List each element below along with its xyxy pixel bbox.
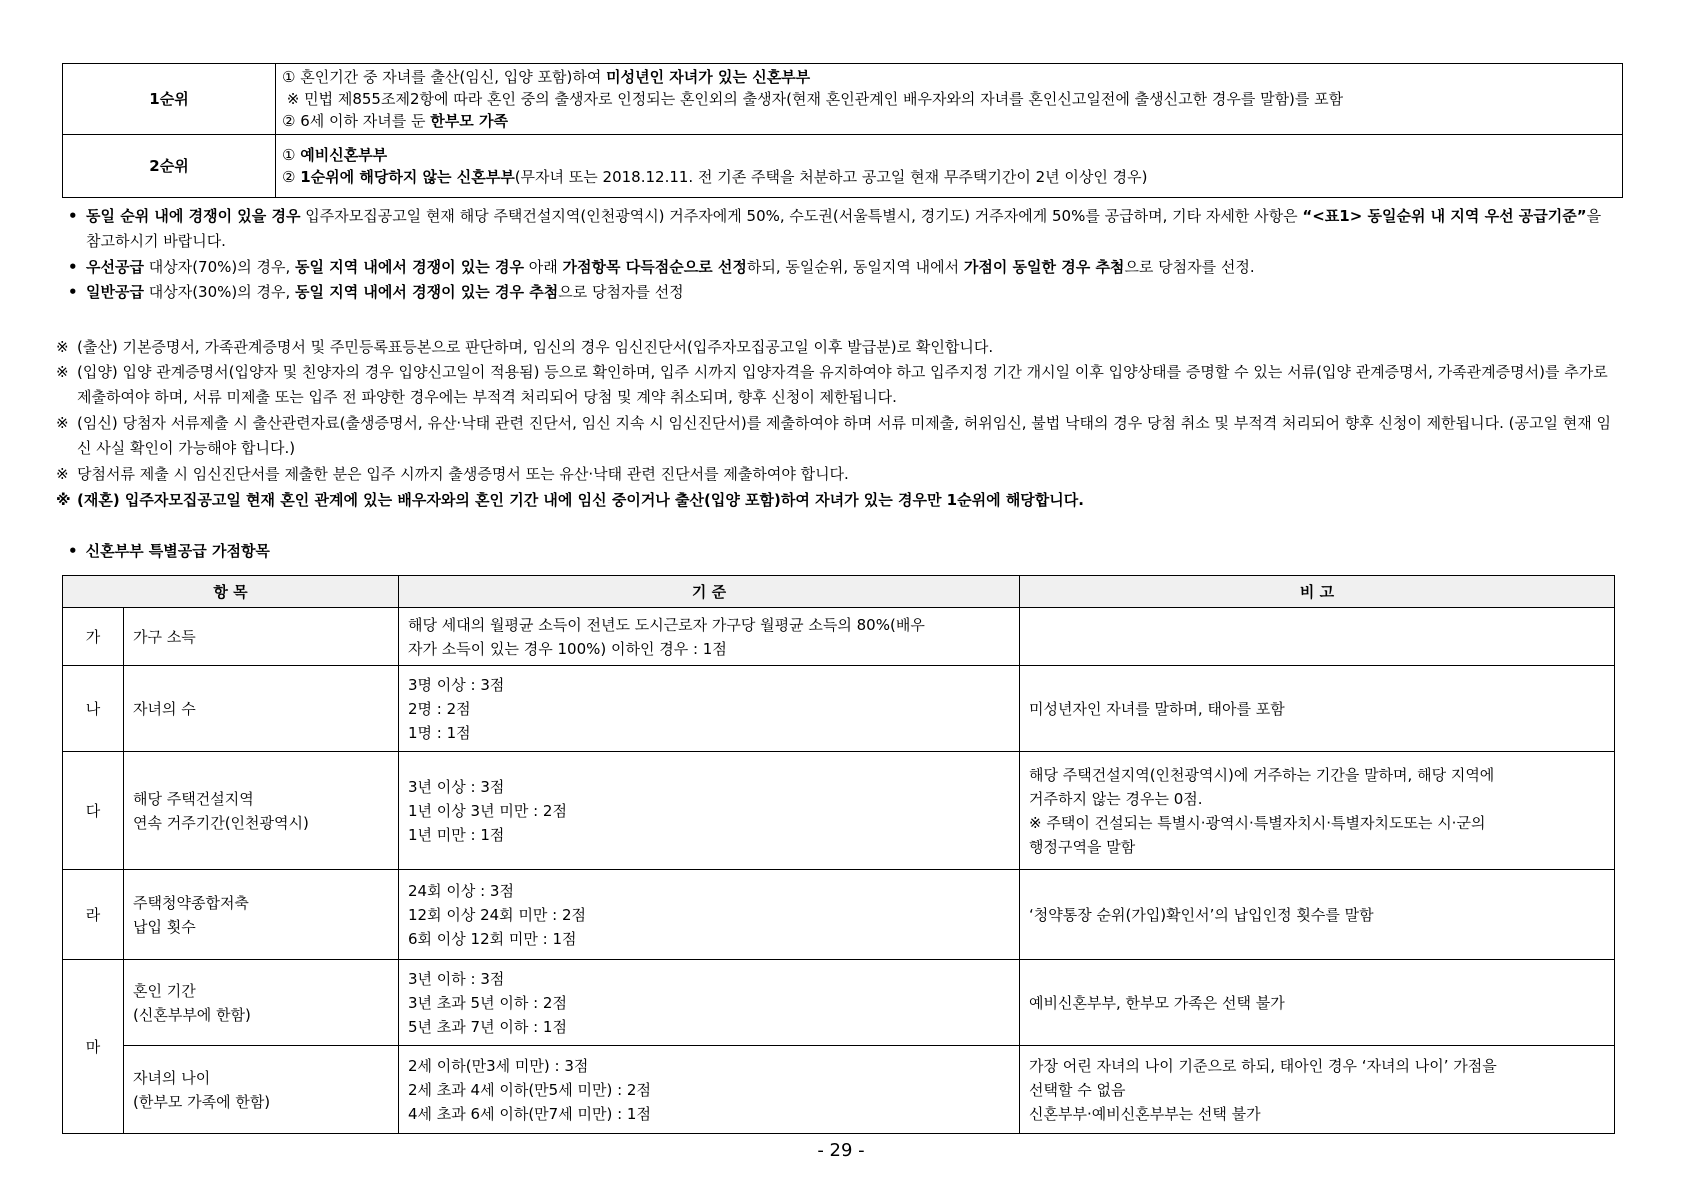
points-item-line: 해당 주택건설지역 — [133, 789, 254, 808]
rank-description-line — [282, 66, 1616, 88]
points-criteria — [399, 1046, 1020, 1134]
points-row — [63, 608, 1615, 666]
points-criteria — [399, 870, 1020, 960]
points-item — [124, 666, 399, 752]
points-criteria-line: 3년 이하 : 3점 — [408, 969, 505, 988]
points-criteria — [399, 608, 1020, 666]
points-note — [1020, 666, 1615, 752]
rank-description — [276, 135, 1623, 198]
points-note-line: 거주하지 않는 경우는 0점. — [1029, 789, 1203, 808]
text-segment: 으로 당첨자를 선정. — [1124, 258, 1255, 276]
points-item-line: 주택청약종합저축 — [133, 893, 249, 912]
text-segment: (출산) 기본증명서, 가족관계증명서 및 주민등록표등본으로 판단하며, 임신의 경우 임신진단서(입주자모집공고일 이후 발급분)로 확인합니다. — [77, 338, 994, 356]
note-text — [56, 360, 1621, 410]
points-criteria-line: 3년 이상 : 3점 — [408, 777, 505, 796]
bullet-item — [68, 280, 1613, 305]
note-item — [56, 360, 1621, 410]
points-note — [1020, 870, 1615, 960]
points-note — [1020, 608, 1615, 666]
points-item-line: (신혼부부에 한함) — [133, 1005, 251, 1024]
text-segment: ② 6세 이하 자녀를 둔 — [282, 112, 431, 130]
points-note-line: 예비신혼부부, 한부모 가족은 선택 불가 — [1029, 993, 1285, 1012]
note-text — [56, 488, 1621, 513]
points-note-line: 해당 주택건설지역(인천광역시)에 거주하는 기간을 말하며, 해당 지역에 — [1029, 765, 1495, 784]
note-mark: ※ — [56, 491, 71, 509]
text-segment: ① 혼인기간 중 자녀를 출산(임신, 입양 포함)하여 — [282, 68, 607, 86]
bullet-text — [68, 255, 1613, 280]
section-heading-text: 신혼부부 특별공급 가점항목 — [85, 542, 270, 560]
bold-text: 가점이 동일한 경우 추첨 — [963, 258, 1125, 276]
bullet-mark: • — [68, 283, 78, 301]
rank-description — [276, 64, 1623, 135]
points-table — [62, 575, 1615, 1134]
points-criteria — [399, 666, 1020, 752]
points-criteria-line: 2명 : 2점 — [408, 699, 471, 718]
bold-text: 가점항목 다득점순으로 선정 — [562, 258, 747, 276]
bold-text: 동일 지역 내에서 경쟁이 있는 경우 추첨 — [295, 283, 559, 301]
text-segment: (입양) 입양 관계증명서(입양자 및 친양자의 경우 입양신고일이 적용됨) 등으로 확인하며, 입주 시까지 입양자격을 유지하여야 하고 입주지정 기간 개시일 이후 입양상태를 증명할 수 있는 서류(입양 관계증명서, 가족관계증명서)를 추가로 제출하여야 하며, 서류 미제출 또는 입주 전 파양한 경우에는 부적격 처리되어 당첨 및 계약 취소되며, 향후 신청이 제한됩니다. — [77, 363, 1608, 406]
points-criteria — [399, 960, 1020, 1046]
points-criteria-line: 해당 세대의 월평균 소득이 전년도 도시근로자 가구당 월평균 소득의 80%(배우 — [408, 615, 925, 634]
rank-row — [63, 135, 1623, 198]
section-heading — [68, 540, 270, 561]
points-criteria-line: 4세 초과 6세 이하(만7세 미만) : 1점 — [408, 1104, 651, 1123]
note-mark: ※ — [56, 414, 69, 432]
points-note-line: ※ 주택이 건설되는 특별시·광역시·특별자치시·특별자치도또는 시·군의 — [1029, 813, 1486, 832]
points-item-line: 자녀의 수 — [133, 699, 196, 718]
header-criteria: 기 준 — [399, 576, 1020, 608]
points-row — [63, 666, 1615, 752]
note-text — [56, 411, 1621, 461]
points-criteria-line: 12회 이상 24회 미만 : 2점 — [408, 905, 587, 924]
points-row — [63, 752, 1615, 870]
points-item — [124, 752, 399, 870]
rank-description-line — [282, 144, 1616, 166]
text-segment: 을 참고하시기 바랍니다. — [86, 207, 1602, 250]
points-item-line: 가구 소득 — [133, 627, 196, 646]
points-criteria — [399, 752, 1020, 870]
points-item-line: 자녀의 나이 — [133, 1068, 211, 1087]
points-criteria-line: 6회 이상 12회 미만 : 1점 — [408, 929, 577, 948]
points-code: 다 — [63, 752, 124, 870]
header-item: 항 목 — [63, 576, 399, 608]
header-note: 비 고 — [1020, 576, 1615, 608]
points-item — [124, 608, 399, 666]
points-note-line: 행정구역을 말함 — [1029, 837, 1136, 856]
bold-text: 1순위에 해당하지 않는 신혼부부 — [300, 168, 515, 186]
points-table-header-row — [63, 576, 1615, 608]
points-code: 라 — [63, 870, 124, 960]
bold-text: 동일 순위 내에 경쟁이 있을 경우 — [86, 207, 301, 225]
rank-description-line — [282, 110, 1616, 132]
points-criteria-line: 2세 초과 4세 이하(만5세 미만) : 2점 — [408, 1080, 651, 1099]
points-note — [1020, 752, 1615, 870]
bullet-item — [68, 204, 1613, 254]
bold-text: 동일 지역 내에서 경쟁이 있는 경우 — [295, 258, 525, 276]
page-number: - 29 - — [817, 1140, 865, 1161]
rank-row — [63, 64, 1623, 135]
points-code: 나 — [63, 666, 124, 752]
text-segment: 하되, 동일순위, 동일지역 내에서 — [746, 258, 964, 276]
points-row — [63, 870, 1615, 960]
points-code: 마 — [63, 960, 124, 1134]
points-note-line: 미성년자인 자녀를 말하며, 태아를 포함 — [1029, 699, 1285, 718]
points-criteria-line: 2세 이하(만3세 미만) : 3점 — [408, 1056, 589, 1075]
note-mark: ※ — [56, 338, 69, 356]
points-criteria-line: 5년 초과 7년 이하 : 1점 — [408, 1017, 567, 1036]
text-segment: (임신) 당첨자 서류제출 시 출산관련자료(출생증명서, 유산·낙태 관련 진단서, 임신 지속 시 임신진단서)를 제출하여야 하며 서류 미제출, 허위임신, 불법 낙태의 경우 당첨 취소 및 부적격 처리되어 향후 신청이 제한됩니다. (공고일 현재 임신 사실 확인이 가능해야 합니다.) — [77, 414, 1612, 457]
points-row — [63, 1046, 1615, 1134]
bold-text: 한부모 가족 — [430, 112, 508, 130]
points-note-line: 신혼부부·예비신혼부부는 선택 불가 — [1029, 1104, 1261, 1123]
note-mark: ※ — [56, 363, 69, 381]
points-item-line: 혼인 기간 — [133, 981, 196, 1000]
text-segment: 대상자(30%)의 경우, — [143, 283, 296, 301]
rank-description-line — [282, 166, 1616, 188]
text-segment: 당첨서류 제출 시 임신진단서를 제출한 분은 입주 시까지 출생증명서 또는 유산·낙태 관련 진단서를 제출하여야 합니다. — [77, 465, 849, 483]
text-segment: 대상자(70%)의 경우, — [143, 258, 296, 276]
text-segment: 입주자모집공고일 현재 해당 주택건설지역(인천광역시) 거주자에게 50%, 수도권(서울특별시, 경기도) 거주자에게 50%를 공급하며, 기타 자세한 사항은 — [300, 207, 1303, 225]
text-segment: ① — [282, 146, 301, 164]
points-note-line: ‘청약통장 순위(가입)확인서’의 납입인정 횟수를 말함 — [1029, 905, 1374, 924]
text-segment: (재혼) 입주자모집공고일 현재 혼인 관계에 있는 배우자와의 혼인 기간 내에 임신 중이거나 출산(입양 포함)하여 자녀가 있는 경우만 1순위에 해당합니다. — [77, 491, 1084, 509]
text-segment: 아래 — [524, 258, 563, 276]
points-note — [1020, 1046, 1615, 1134]
bullet-item — [68, 255, 1613, 280]
text-segment: 으로 당첨자를 선정 — [558, 283, 684, 301]
points-criteria-line: 1명 : 1점 — [408, 723, 471, 742]
bold-text: 우선공급 — [86, 258, 144, 276]
points-criteria-line: 자가 소득이 있는 경우 100%) 이하인 경우 : 1점 — [408, 639, 727, 658]
points-item-line: 연속 거주기간(인천광역시) — [133, 813, 309, 832]
bullet-text — [68, 280, 1613, 305]
points-criteria-line: 1년 이상 3년 미만 : 2점 — [408, 801, 567, 820]
points-criteria-line: 3명 이상 : 3점 — [408, 675, 505, 694]
bold-text: 예비신혼부부 — [300, 146, 388, 164]
points-criteria-line: 24회 이상 : 3점 — [408, 881, 514, 900]
points-item-line: (한부모 가족에 한함) — [133, 1092, 271, 1111]
bold-text: “<표1> 동일순위 내 지역 우선 공급기준” — [1302, 207, 1587, 225]
points-item — [124, 1046, 399, 1134]
note-text — [56, 335, 1621, 360]
bold-text: 미성년인 자녀가 있는 신혼부부 — [606, 68, 811, 86]
points-criteria-line: 1년 미만 : 1점 — [408, 825, 505, 844]
note-mark: ※ — [56, 465, 69, 483]
points-code: 가 — [63, 608, 124, 666]
points-item — [124, 870, 399, 960]
points-criteria-line: 3년 초과 5년 이하 : 2점 — [408, 993, 567, 1012]
points-note-line: 가장 어린 자녀의 나이 기준으로 하되, 태아인 경우 ‘자녀의 나이’ 가점을 — [1029, 1056, 1497, 1075]
points-note — [1020, 960, 1615, 1046]
rank-label: 1순위 — [63, 64, 276, 135]
bullet-mark: • — [68, 542, 78, 560]
text-segment: (무자녀 또는 2018.12.11. 전 기존 주택을 처분하고 공고일 현재 무주택기간이 2년 이상인 경우) — [514, 168, 1148, 186]
bullet-text — [68, 204, 1613, 254]
points-item — [124, 960, 399, 1046]
points-row — [63, 960, 1615, 1046]
rank-table — [62, 63, 1623, 198]
note-item — [56, 488, 1621, 513]
points-item-line: 납입 횟수 — [133, 917, 196, 936]
bold-text: 일반공급 — [86, 283, 144, 301]
rank-label: 2순위 — [63, 135, 276, 198]
note-item — [56, 411, 1621, 461]
rank-description-line — [282, 88, 1616, 110]
points-note-line: 선택할 수 없음 — [1029, 1080, 1126, 1099]
note-text — [56, 462, 1621, 487]
text-segment: ※ 민법 제855조제2항에 따라 혼인 중의 출생자로 인정되는 혼인외의 출생자(현재 혼인관계인 배우자와의 자녀를 혼인신고일전에 출생신고한 경우를 말함)를 포함 — [282, 90, 1344, 108]
note-item — [56, 335, 1621, 360]
text-segment: ② — [282, 168, 301, 186]
bullet-mark: • — [68, 207, 78, 225]
bullet-mark: • — [68, 258, 78, 276]
note-item — [56, 462, 1621, 487]
